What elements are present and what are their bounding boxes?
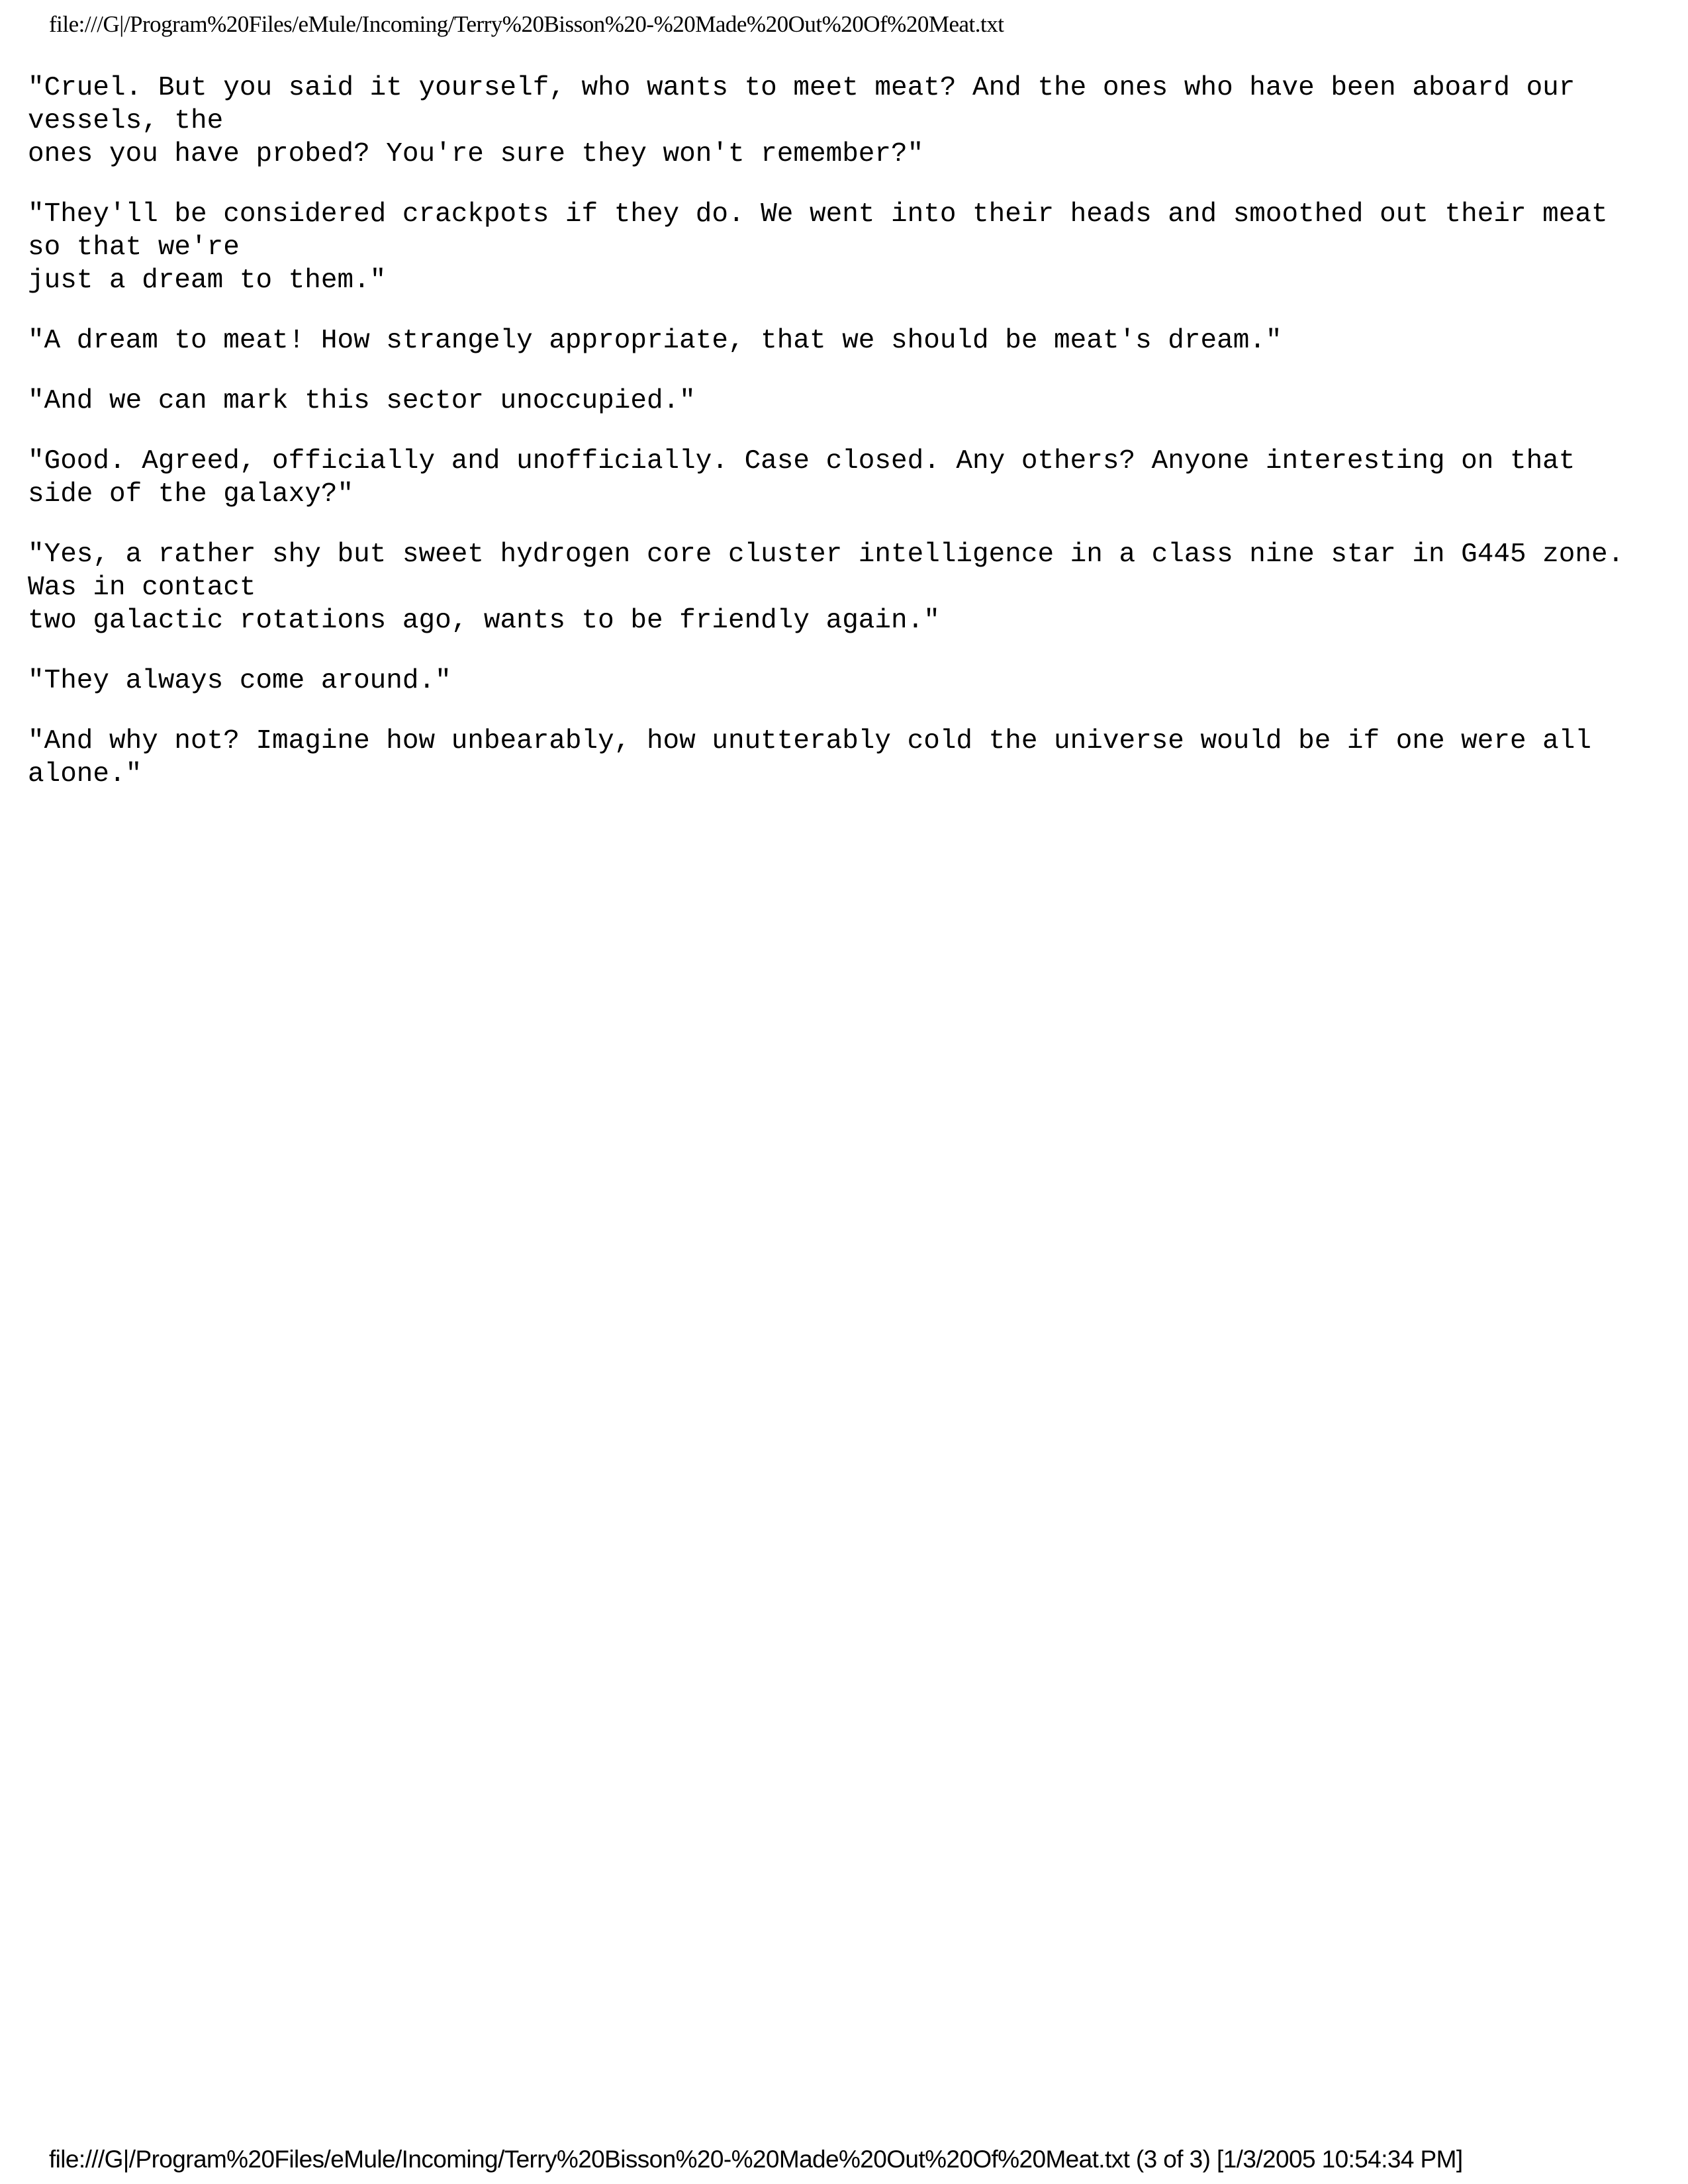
page-footer-url: file:///G|/Program%20Files/eMule/Incoming/Terry%20Bisson%20-%20Made%20Out%20Of%20Meat.txt (3 of 3) [1/3/2005 10:54:34 PM] — [49, 2146, 1463, 2173]
paragraph-2 — [28, 198, 1663, 297]
text-line: alone." — [28, 759, 142, 790]
text-line: Was in contact — [28, 572, 256, 603]
text-line: "And we can mark this sector unoccupied." — [28, 386, 696, 416]
paragraph-6 — [28, 538, 1663, 637]
paragraph-3 — [28, 324, 1663, 357]
text-line: "Cruel. But you said it yourself, who wants to meet meat? And the ones who have been aboard our — [28, 73, 1575, 103]
paragraph-1 — [28, 71, 1663, 171]
text-line: "And why not? Imagine how unbearably, how unutterably cold the universe would be if one were all — [28, 726, 1591, 756]
text-line: so that we're — [28, 232, 240, 263]
text-line: vessels, the — [28, 106, 224, 136]
text-line: ones you have probed? You're sure they won't remember?" — [28, 139, 924, 169]
page-header-url: file:///G|/Program%20Files/eMule/Incoming/Terry%20Bisson%20-%20Made%20Out%20Of%20Meat.txt — [49, 11, 1004, 37]
text-line: side of the galaxy?" — [28, 479, 354, 510]
paragraph-7 — [28, 664, 1663, 698]
text-line: "They'll be considered crackpots if they do. We went into their heads and smoothed out their meat — [28, 199, 1608, 230]
text-line: "Yes, a rather shy but sweet hydrogen core cluster intelligence in a class nine star in G445 zone. — [28, 539, 1624, 570]
text-line: two galactic rotations ago, wants to be friendly again." — [28, 606, 940, 636]
text-line: "Good. Agreed, officially and unofficially. Case closed. Any others? Anyone interesting on that — [28, 446, 1575, 477]
paragraph-5 — [28, 445, 1663, 511]
paragraph-8 — [28, 725, 1663, 791]
document-body — [28, 71, 1663, 818]
text-line: "A dream to meat! How strangely appropriate, that we should be meat's dream." — [28, 326, 1282, 356]
text-line: "They always come around." — [28, 666, 451, 696]
text-line: just a dream to them." — [28, 265, 387, 296]
paragraph-4 — [28, 385, 1663, 418]
